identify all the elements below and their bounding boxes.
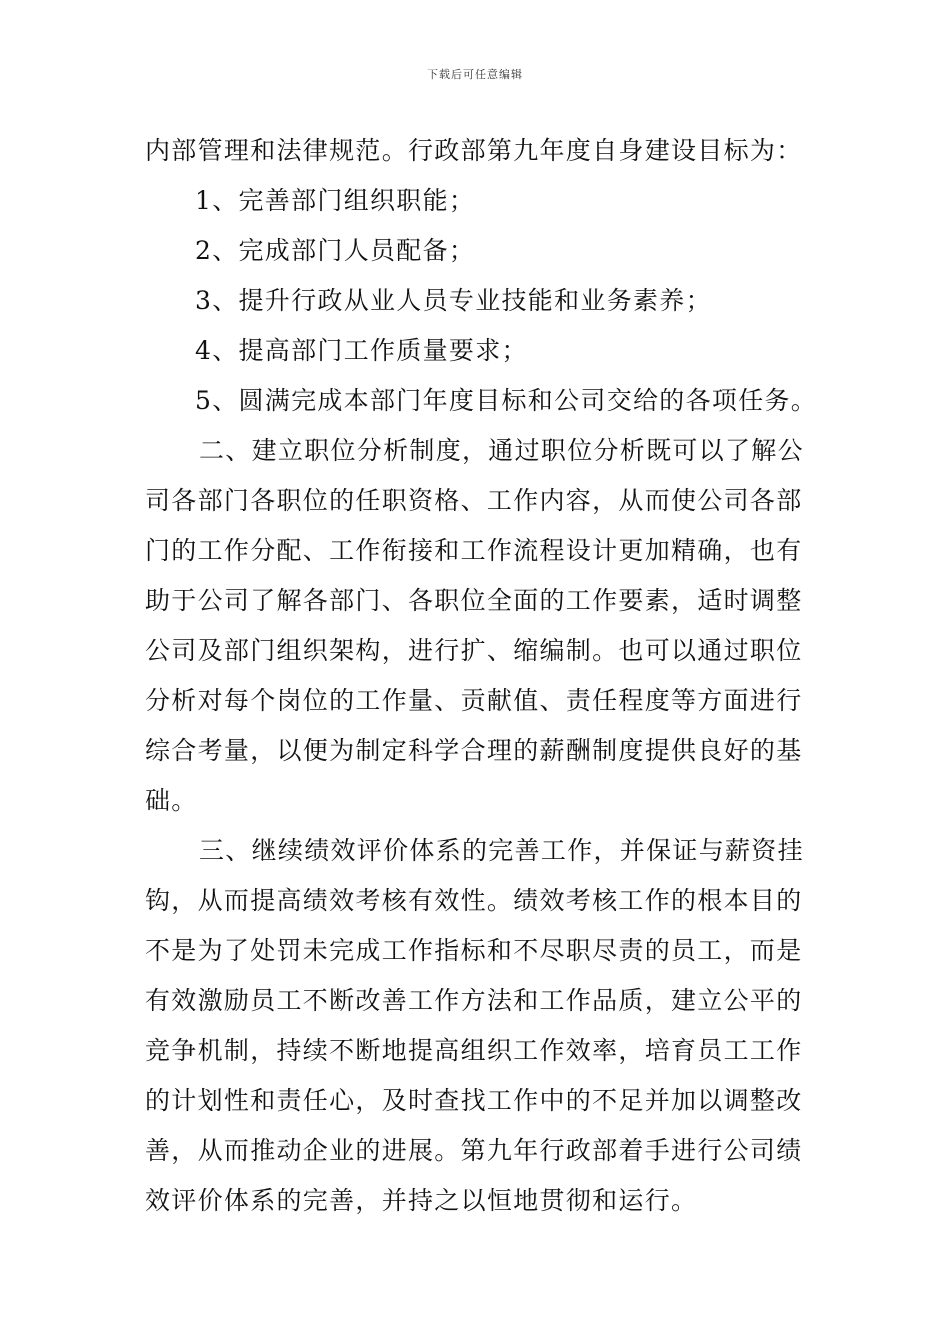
body-line: 内部管理和法律规范。行政部第九年度自身建设目标为： xyxy=(145,136,803,165)
section-2-line: 分析对每个岗位的工作量、贡献值、责任程度等方面进行 xyxy=(145,686,803,715)
section-3-line: 的计划性和责任心，及时查找工作中的不足并加以调整改 xyxy=(145,1086,803,1115)
section-2-line: 础。 xyxy=(145,786,198,815)
document-body xyxy=(145,126,818,1226)
section-3-line: 有效激励员工不断改善工作方法和工作品质，建立公平的 xyxy=(145,986,803,1015)
section-2-line: 司各部门各职位的任职资格、工作内容，从而使公司各部 xyxy=(145,486,803,515)
section-3-line: 善，从而推动企业的进展。第九年行政部着手进行公司绩 xyxy=(145,1136,803,1165)
section-3-line: 三、继续绩效评价体系的完善工作，并保证与薪资挂 xyxy=(199,836,804,865)
section-3-line: 不是为了处罚未完成工作指标和不尽职尽责的员工，而是 xyxy=(145,936,803,965)
list-item-2: 2、完成部门人员配备； xyxy=(195,236,476,265)
list-item-1: 1、完善部门组织职能； xyxy=(195,186,476,215)
page-header-note: 下载后可任意编辑 xyxy=(427,68,523,81)
section-2-line: 公司及部门组织架构，进行扩、缩编制。也可以通过职位 xyxy=(145,636,803,665)
section-2-line: 综合考量，以便为制定科学合理的薪酬制度提供良好的基 xyxy=(145,736,803,765)
list-item-5: 5、圆满完成本部门年度目标和公司交给的各项任务。 xyxy=(195,386,818,415)
section-3-line: 钩，从而提高绩效考核有效性。绩效考核工作的根本目的 xyxy=(145,886,803,915)
section-3-line: 竞争机制，持续不断地提高组织工作效率，培育员工工作 xyxy=(145,1036,803,1065)
list-item-3: 3、提升行政从业人员专业技能和业务素养； xyxy=(195,286,712,315)
section-3-line: 效评价体系的完善，并持之以恒地贯彻和运行。 xyxy=(145,1186,698,1215)
section-2-line: 助于公司了解各部门、各职位全面的工作要素，适时调整 xyxy=(145,586,803,615)
section-2-line: 门的工作分配、工作衔接和工作流程设计更加精确，也有 xyxy=(145,536,803,565)
section-2-line: 二、建立职位分析制度，通过职位分析既可以了解公 xyxy=(199,436,804,465)
list-item-4: 4、提高部门工作质量要求； xyxy=(195,336,528,365)
